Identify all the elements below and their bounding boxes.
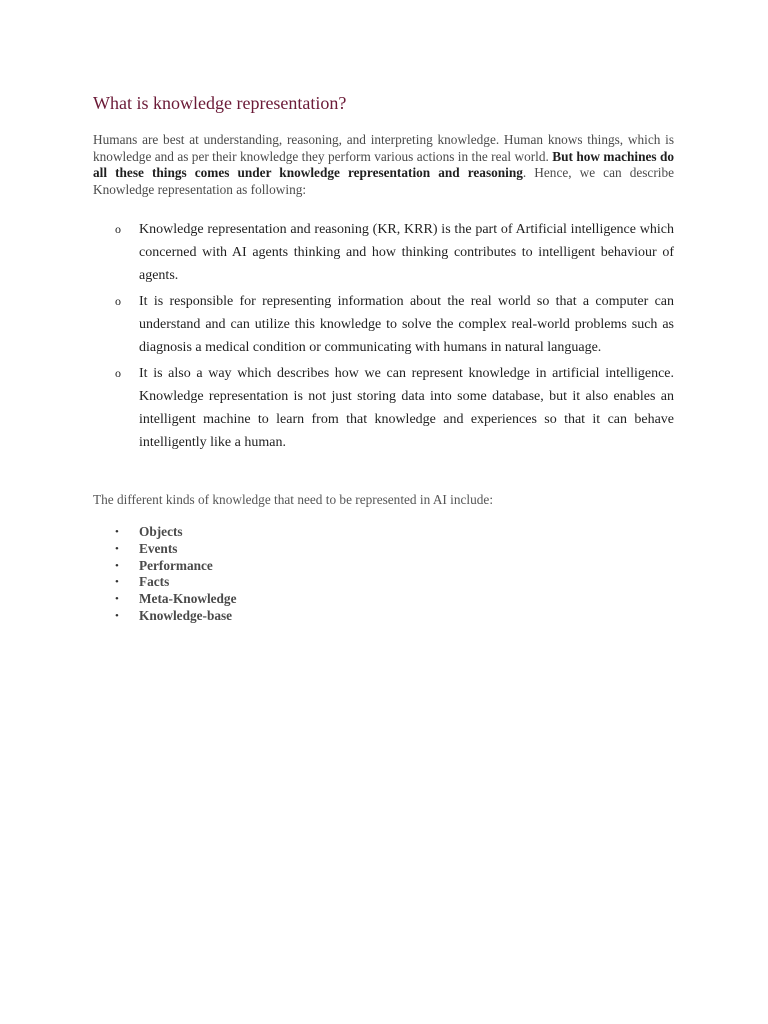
list-item-text: Knowledge representation and reasoning (KR, KRR) is the part of Artificial intelligence which concerned with AI agents thinking and how thinking contributes to intelligent behaviour of agents.	[139, 222, 674, 283]
definition-list	[93, 218, 674, 457]
knowledge-kind-label: Facts	[139, 574, 170, 590]
bullet-dot-icon: •	[115, 559, 119, 572]
knowledge-kind-label: Knowledge-base	[139, 607, 233, 623]
list-item-text: It is responsible for representing information about the real world so that a computer can understand and can utilize this knowledge to solve the complex real-world problems such as diagnosis a medical condition or communicating with humans in natural language.	[139, 294, 674, 355]
list-item	[93, 591, 237, 608]
intro-paragraph	[93, 132, 674, 198]
list-item	[93, 541, 237, 558]
list-item	[93, 218, 674, 287]
page-title: What is knowledge representation?	[93, 93, 347, 113]
intro-text-part-1: Humans are best at understanding, reasoning, and interpreting knowledge. Human knows things, which is knowledge and as per their knowledge they perform various actions in the real world.	[93, 132, 674, 164]
list-item	[93, 362, 674, 454]
list-item	[93, 608, 237, 625]
knowledge-kind-label: Performance	[139, 557, 213, 573]
list-item-text: It is also a way which describes how we can represent knowledge in artificial intelligence. Knowledge representation is not just storing data into some database, but it also enables an intelligent machine to learn from that knowledge and experiences so that it can behave intelligently like a human.	[139, 366, 674, 450]
knowledge-kind-label: Events	[139, 540, 178, 556]
list-item	[93, 558, 237, 575]
circle-bullet-icon: o	[115, 222, 121, 236]
bullet-dot-icon: •	[115, 542, 119, 555]
knowledge-kind-label: Objects	[139, 524, 183, 539]
bullet-dot-icon: •	[115, 576, 119, 589]
kinds-intro-text: The different kinds of knowledge that need to be represented in AI include:	[93, 492, 494, 507]
knowledge-kinds-list	[93, 524, 237, 625]
list-item	[93, 290, 674, 359]
knowledge-kind-label: Meta-Knowledge	[139, 591, 237, 607]
bullet-dot-icon: •	[115, 593, 119, 606]
circle-bullet-icon: o	[115, 294, 121, 308]
list-item	[93, 524, 237, 541]
circle-bullet-icon: o	[115, 366, 121, 380]
intro-text-part-2: . Hence, we can describe Knowledge representation as following:	[93, 165, 674, 197]
bullet-dot-icon: •	[115, 609, 119, 622]
bullet-dot-icon: •	[115, 526, 119, 538]
list-item	[93, 574, 237, 591]
intro-bold-text: But how machines do all these things comes under knowledge representation and reasoning	[93, 148, 674, 180]
